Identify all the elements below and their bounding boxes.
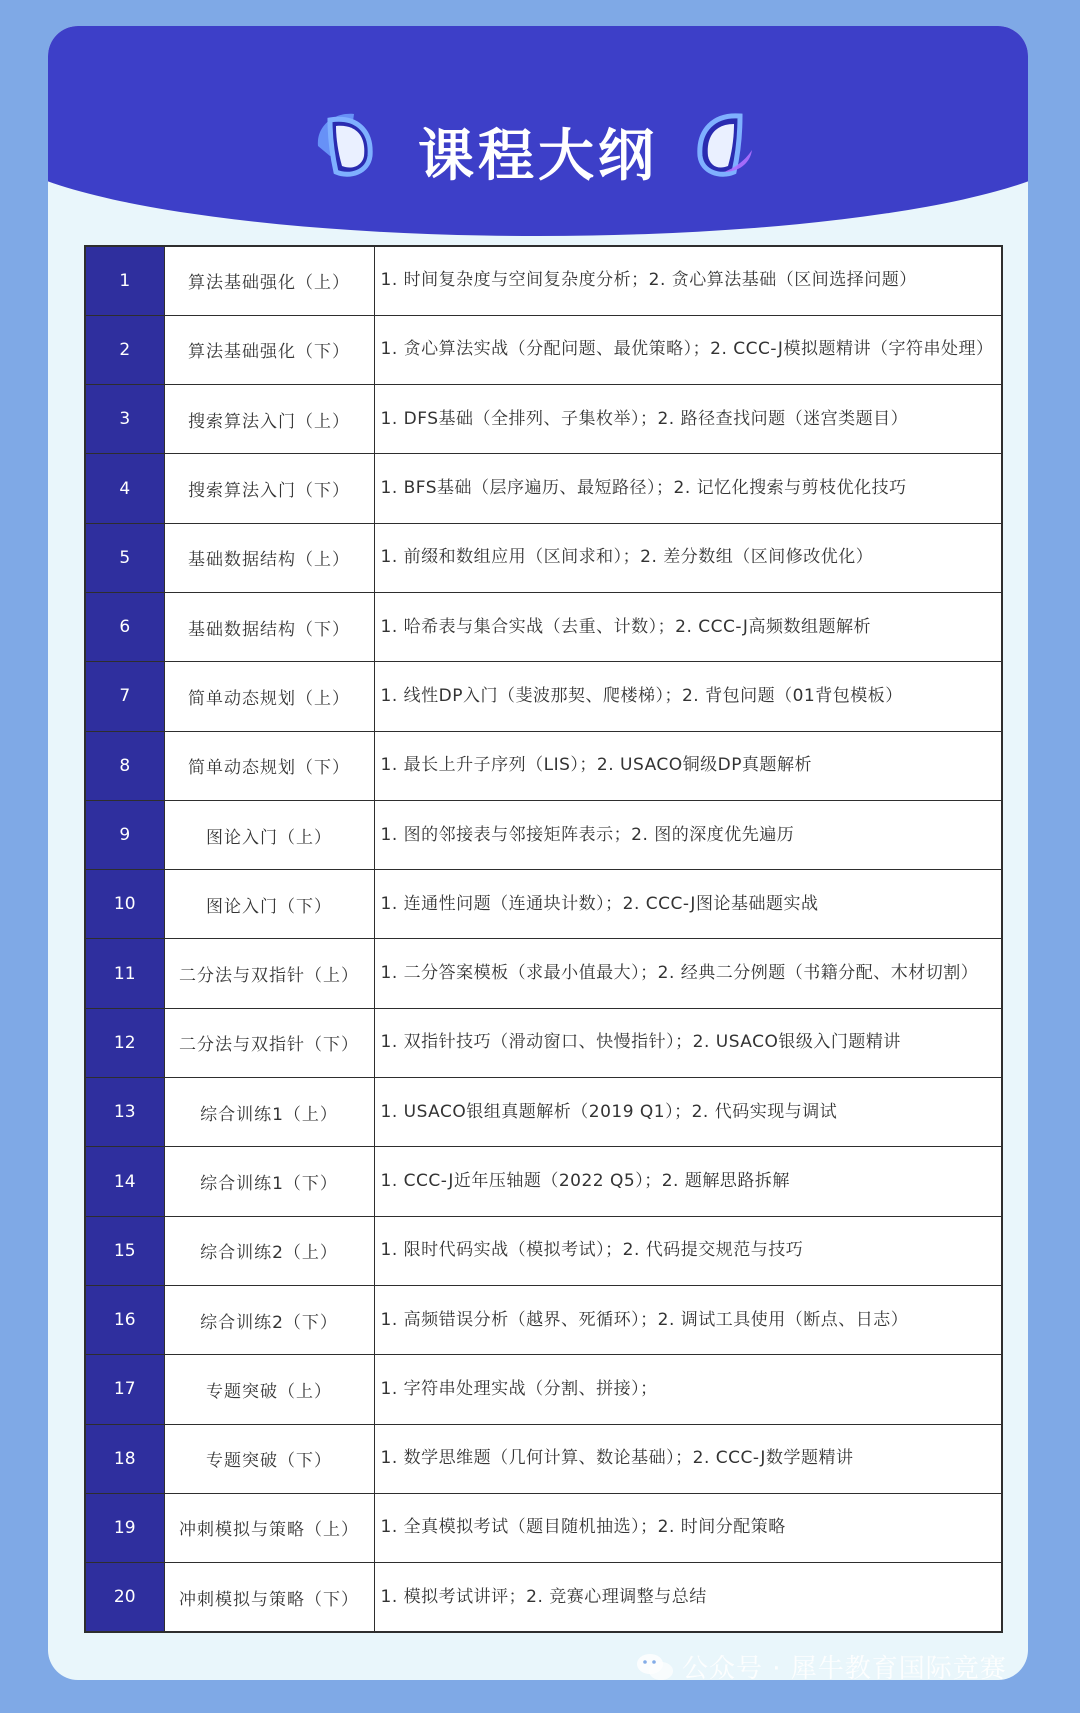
lesson-content: 1. 全真模拟考试（题目随机抽选）；2. 时间分配策略 [374,1493,1002,1562]
lesson-content: 1. BFS基础（层序遍历、最短路径）；2. 记忆化搜索与剪枝优化技巧 [374,454,1002,523]
lesson-topic: 基础数据结构（上） [164,523,374,592]
table-row [85,1078,1002,1147]
table-row [85,731,1002,800]
lesson-number: 16 [85,1285,164,1354]
lesson-number: 11 [85,939,164,1008]
wechat-icon [636,1652,674,1682]
lesson-topic: 图论入门（下） [164,870,374,939]
lesson-number: 13 [85,1078,164,1147]
syllabus-table [84,245,1003,1633]
table-row [85,1563,1002,1632]
syllabus-table-body [85,246,1002,1632]
lesson-number: 15 [85,1216,164,1285]
table-row [85,1285,1002,1354]
lesson-content: 1. 图的邻接表与邻接矩阵表示；2. 图的深度优先遍历 [374,800,1002,869]
lesson-number: 14 [85,1147,164,1216]
lesson-topic: 基础数据结构（下） [164,592,374,661]
lesson-content: 1. 最长上升子序列（LIS）；2. USACO铜级DP真题解析 [374,731,1002,800]
lesson-topic: 冲刺模拟与策略（下） [164,1563,374,1632]
lesson-content: 1. 连通性问题（连通块计数）；2. CCC-J图论基础题实战 [374,870,1002,939]
lesson-topic: 综合训练1（下） [164,1147,374,1216]
table-row [85,1008,1002,1077]
footer-watermark [636,1648,1007,1685]
table-row [85,939,1002,1008]
table-row [85,454,1002,523]
leaf-decoration-icon [684,106,764,186]
lesson-topic: 专题突破（上） [164,1355,374,1424]
lesson-number: 7 [85,662,164,731]
lesson-content: 1. 贪心算法实战（分配问题、最优策略）；2. CCC-J模拟题精讲（字符串处理） [374,315,1002,384]
lesson-number: 4 [85,454,164,523]
lesson-number: 2 [85,315,164,384]
lesson-content: 1. 模拟考试讲评；2. 竞赛心理调整与总结 [374,1563,1002,1632]
table-row [85,1216,1002,1285]
lesson-number: 20 [85,1563,164,1632]
lesson-topic: 综合训练2（下） [164,1285,374,1354]
lesson-topic: 二分法与双指针（下） [164,1008,374,1077]
lesson-number: 6 [85,592,164,661]
lesson-content: 1. 前缀和数组应用（区间求和）；2. 差分数组（区间修改优化） [374,523,1002,592]
lesson-number: 9 [85,800,164,869]
table-row [85,592,1002,661]
lesson-content: 1. 双指针技巧（滑动窗口、快慢指针）；2. USACO银级入门题精讲 [374,1008,1002,1077]
lesson-content: 1. DFS基础（全排列、子集枚举）；2. 路径查找问题（迷宫类题目） [374,385,1002,454]
page-title: 课程大纲 [418,124,658,189]
lesson-topic: 算法基础强化（下） [164,315,374,384]
lesson-content: 1. 高频错误分析（越界、死循环）；2. 调试工具使用（断点、日志） [374,1285,1002,1354]
table-row [85,662,1002,731]
lesson-topic: 综合训练1（上） [164,1078,374,1147]
lesson-topic: 简单动态规划（下） [164,731,374,800]
lesson-content: 1. CCC-J近年压轴题（2022 Q5）；2. 题解思路拆解 [374,1147,1002,1216]
lesson-content: 1. USACO银组真题解析（2019 Q1）；2. 代码实现与调试 [374,1078,1002,1147]
lesson-content: 1. 字符串处理实战（分割、拼接）； [374,1355,1002,1424]
lesson-content: 1. 哈希表与集合实战（去重、计数）；2. CCC-J高频数组题解析 [374,592,1002,661]
lesson-number: 19 [85,1493,164,1562]
lesson-topic: 搜索算法入门（下） [164,454,374,523]
lesson-topic: 二分法与双指针（上） [164,939,374,1008]
table-row [85,523,1002,592]
syllabus-card [48,26,1028,1680]
table-row [85,246,1002,315]
lesson-topic: 图论入门（上） [164,800,374,869]
lesson-content: 1. 限时代码实战（模拟考试）；2. 代码提交规范与技巧 [374,1216,1002,1285]
lesson-topic: 简单动态规划（上） [164,662,374,731]
lesson-number: 12 [85,1008,164,1077]
table-row [85,870,1002,939]
table-row [85,1355,1002,1424]
lesson-content: 1. 时间复杂度与空间复杂度分析；2. 贪心算法基础（区间选择问题） [374,246,1002,315]
footer-text: 公众号 · 犀牛教育国际竞赛 [682,1654,1007,1684]
lesson-content: 1. 线性DP入门（斐波那契、爬楼梯）；2. 背包问题（01背包模板） [374,662,1002,731]
lesson-content: 1. 二分答案模板（求最小值最大）；2. 经典二分例题（书籍分配、木材切割） [374,939,1002,1008]
lesson-number: 18 [85,1424,164,1493]
table-row [85,1147,1002,1216]
lesson-content: 1. 数学思维题（几何计算、数论基础）；2. CCC-J数学题精讲 [374,1424,1002,1493]
lesson-topic: 专题突破（下） [164,1424,374,1493]
table-row [85,1493,1002,1562]
lesson-number: 1 [85,246,164,315]
lesson-number: 10 [85,870,164,939]
lesson-number: 3 [85,385,164,454]
table-row [85,385,1002,454]
table-row [85,1424,1002,1493]
table-row [85,800,1002,869]
lesson-topic: 算法基础强化（上） [164,246,374,315]
lesson-topic: 综合训练2（上） [164,1216,374,1285]
lesson-topic: 冲刺模拟与策略（上） [164,1493,374,1562]
lesson-number: 17 [85,1355,164,1424]
table-row [85,315,1002,384]
lesson-number: 5 [85,523,164,592]
lesson-topic: 搜索算法入门（上） [164,385,374,454]
lesson-number: 8 [85,731,164,800]
